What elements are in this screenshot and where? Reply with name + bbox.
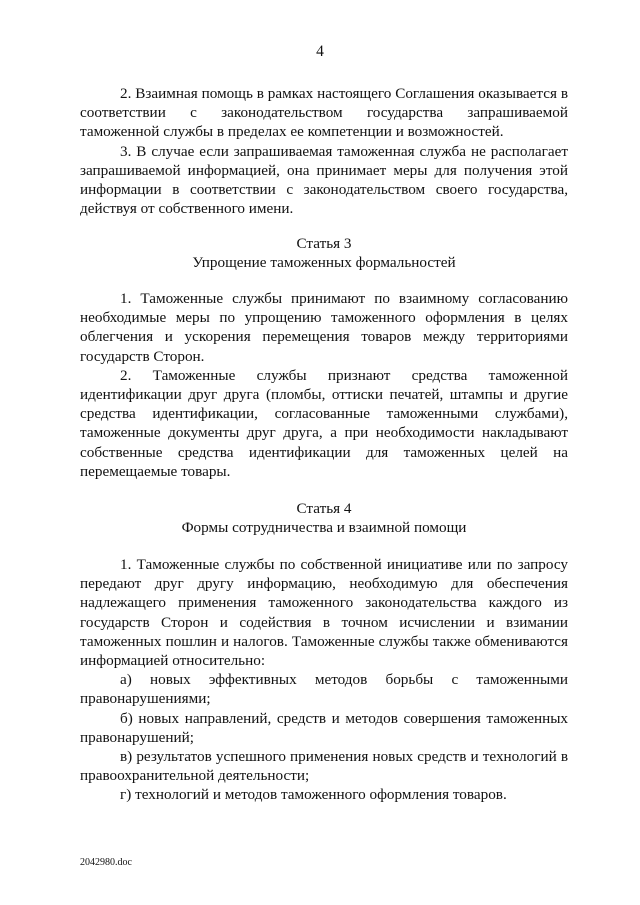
paragraph-2: 2. Взаимная помощь в рамках настоящего Соглашения оказывается в соответствии с законодательством государства запрашиваемой таможенной службы в пределах ее компетенции и возможностей.	[80, 85, 568, 141]
article-4-number: Статья 4	[296, 500, 352, 517]
article-3-paragraph-1: 1. Таможенные службы принимают по взаимному согласованию необходимые меры по упрощению таможенного оформления в целях облегчения и ускорения перемещения товаров между территориями государств Сторон.	[80, 290, 568, 365]
article-3-body	[80, 289, 568, 481]
article-4-title: Формы сотрудничества и взаимной помощи	[181, 519, 467, 537]
article-3-number: Статья 3	[296, 235, 352, 252]
article-3-paragraph-2: 2. Таможенные службы признают средства таможенной идентификации друг друга (пломбы, оттиски печатей, штампы и другие средства идентификации, согласованные таможенными службами), таможенные документы друг друга, а при необходимости накладывают собственные средства идентификации для таможенных целей на перемещаемые товары.	[80, 366, 568, 480]
file-name-footer: 2042980.doc	[80, 857, 132, 868]
article-3	[80, 234, 568, 272]
list-item: б) новых направлений, средств и методов совершения таможенных правонарушений;	[80, 709, 568, 746]
list-item: а) новых эффективных методов борьбы с таможенными правонарушениями;	[80, 671, 568, 708]
block-intro	[80, 84, 568, 218]
article-4	[80, 499, 568, 537]
paragraph-3: 3. В случае если запрашиваемая таможенная служба не располагает запрашиваемой информацией, она принимает меры для получения этой информации в соответствии с законодательством своего государства, действуя от собственного имени.	[80, 142, 568, 218]
list-item: в) результатов успешного применения новых средств и технологий в правоохранительной деятельности;	[80, 748, 568, 785]
article-3-title: Упрощение таможенных формальностей	[192, 254, 456, 272]
article-4-body	[80, 555, 568, 805]
page-number: 4	[316, 43, 324, 60]
article-4-paragraph-1: 1. Таможенные службы по собственной инициативе или по запросу передают друг другу информацию, необходимую для обеспечения надлежащего применения таможенного законодательства каждого из государств Сторон и содействия в точном исчислении и взимании таможенных пошлин и налогов. Таможенные службы также обмениваются информацией относительно:	[80, 556, 568, 670]
list-item: г) технологий и методов таможенного оформления товаров.	[120, 786, 507, 804]
